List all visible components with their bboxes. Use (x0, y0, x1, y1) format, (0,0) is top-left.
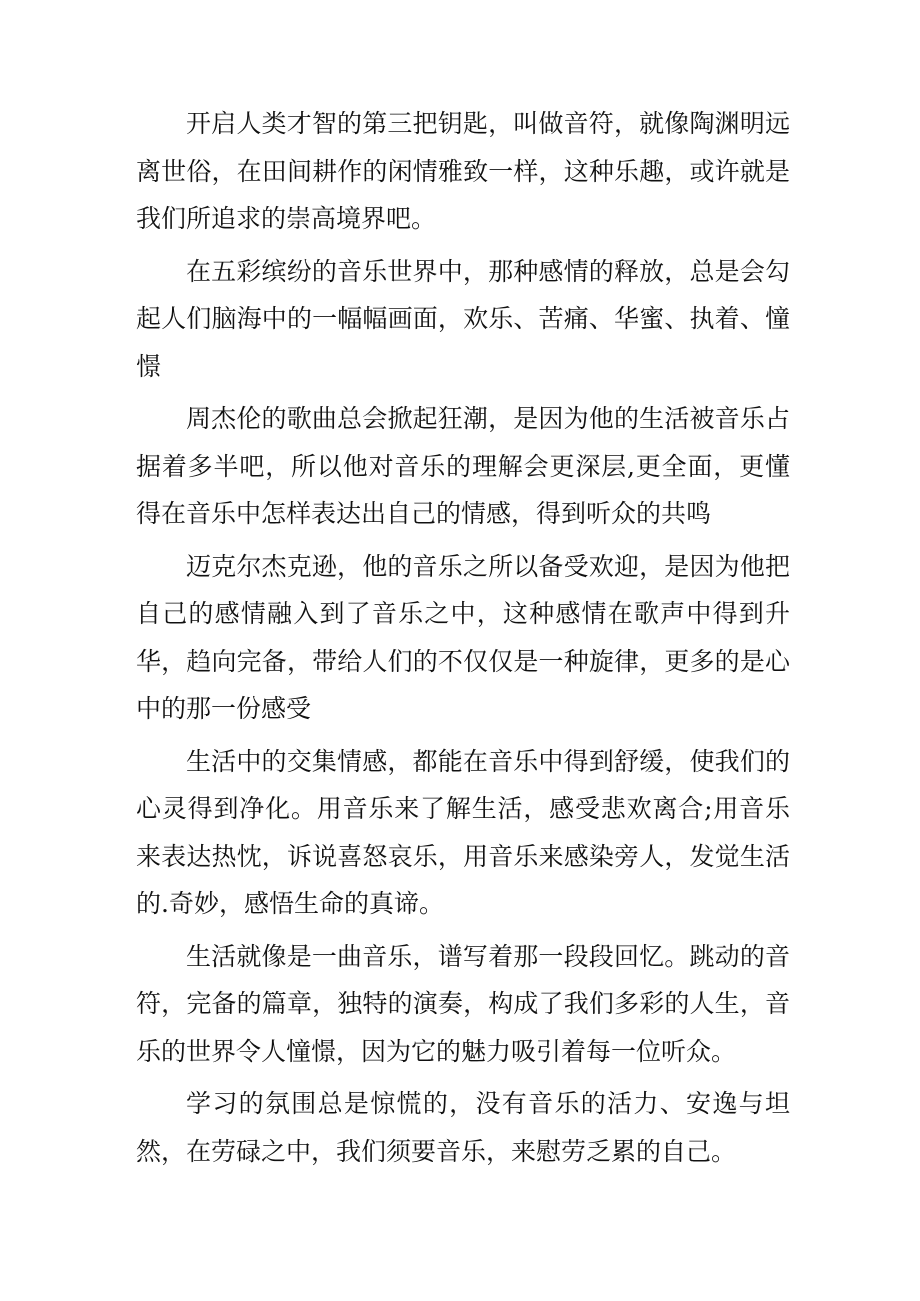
paragraph-3: 周杰伦的歌曲总会掀起狂潮，是因为他的生活被音乐占据着多半吧，所以他对音乐的理解会更深层,更全面，更懂得在音乐中怎样表达出自己的情感，得到听众的共鸣 (136, 404, 790, 528)
document-body (136, 100, 790, 1180)
paragraph-2: 在五彩缤纷的音乐世界中，那种感情的释放，总是会勾起人们脑海中的一幅幅画面，欢乐、苦痛、华蜜、执着、憧憬 (136, 256, 790, 381)
paragraph-1: 开启人类才智的第三把钥匙，叫做音符，就像陶渊明远离世俗，在田间耕作的闲情雅致一样，这种乐趣，或许就是我们所追求的崇高境界吧。 (136, 109, 790, 233)
paragraph-5: 生活中的交集情感，都能在音乐中得到舒缓，使我们的心灵得到净化。用音乐来了解生活，感受悲欢离合;用音乐来表达热忱，诉说喜怒哀乐，用音乐来感染旁人，发觉生活的.奇妙，感悟生命的真谛。 (136, 746, 790, 918)
paragraph-6: 生活就像是一曲音乐，谱写着那一段段回忆。跳动的音符，完备的篇章，独特的演奏，构成了我们多彩的人生，音乐的世界令人憧憬，因为它的魅力吸引着每一位听众。 (136, 941, 790, 1066)
paragraph-4: 迈克尔杰克逊，他的音乐之所以备受欢迎，是因为他把自己的感情融入到了音乐之中，这种感情在歌声中得到升华，趋向完备，带给人们的不仅仅是一种旋律，更多的是心中的那一份感受 (136, 551, 790, 723)
paragraph-7: 学习的氛围总是惊慌的，没有音乐的活力、安逸与坦然，在劳碌之中，我们须要音乐，来慰劳乏累的自己。 (136, 1089, 790, 1166)
